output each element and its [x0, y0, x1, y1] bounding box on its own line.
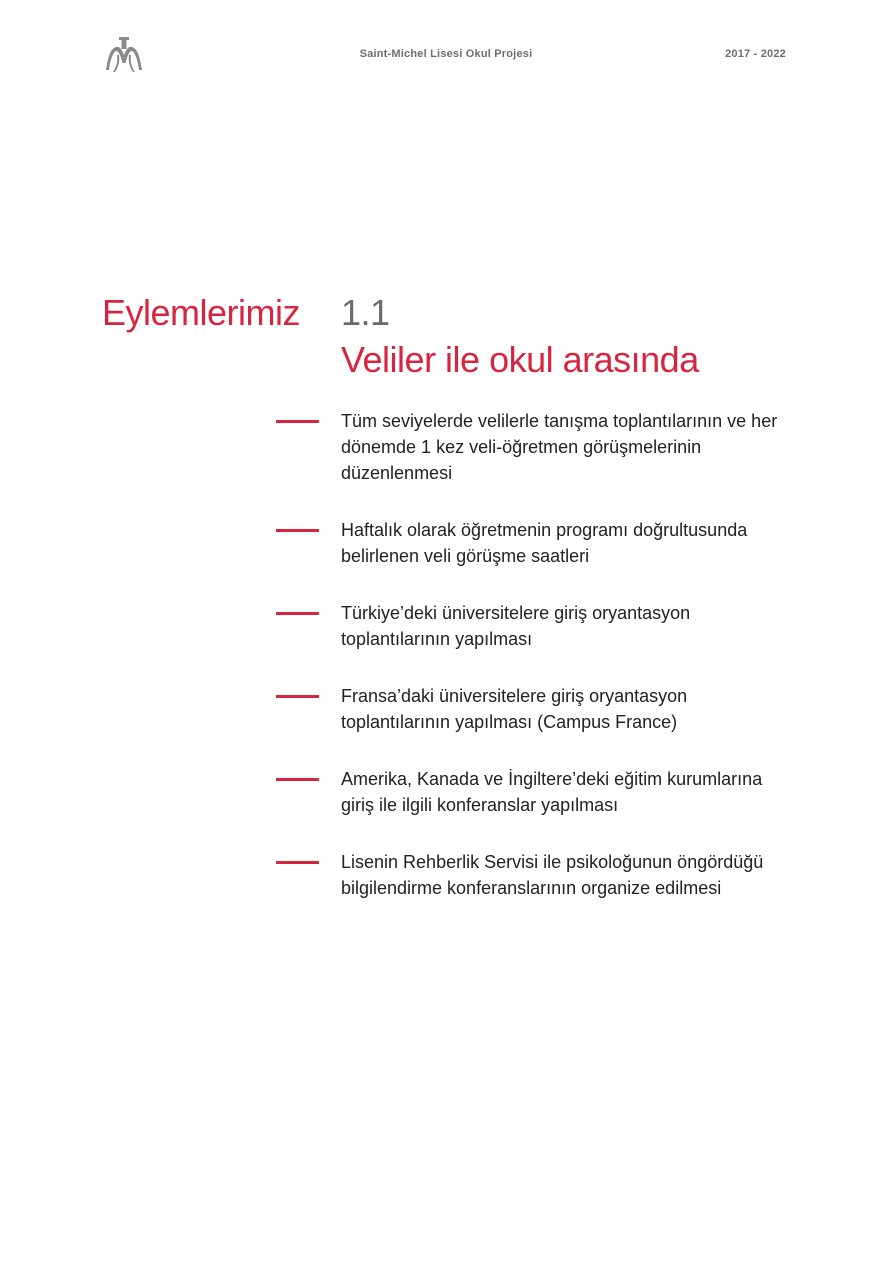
section-subtitle: Veliler ile okul arasında	[341, 339, 699, 380]
list-item	[276, 408, 796, 486]
red-dash-bullet-icon	[276, 612, 319, 615]
header-years: 2017 - 2022	[725, 48, 786, 60]
list-item	[276, 517, 796, 569]
list-item	[276, 600, 796, 652]
list-item-text: Lisenin Rehberlik Servisi ile psikoloğunun öngördüğü bilgilendirme konferanslarının organize edilmesi	[341, 852, 764, 898]
list-item-text: Haftalık olarak öğretmenin programı doğrultusunda belirlenen veli görüşme saatleri	[341, 520, 748, 566]
list-item-text: Türkiye’deki üniversitelere giriş oryantasyon toplantılarının yapılması	[341, 603, 691, 649]
list-item	[276, 849, 796, 901]
list-item-text: Tüm seviyelerde velilerle tanışma toplantılarının ve her dönemde 1 kez veli-öğretmen görüşmelerinin düzenlenmesi	[341, 411, 778, 483]
list-item	[276, 683, 796, 735]
list-item-text: Amerika, Kanada ve İngiltere’deki eğitim kurumlarına giriş ile ilgili konferanslar yapılması	[341, 769, 763, 815]
action-list	[276, 408, 796, 901]
red-dash-bullet-icon	[276, 778, 319, 781]
red-dash-bullet-icon	[276, 695, 319, 698]
red-dash-bullet-icon	[276, 420, 319, 423]
list-item-text: Fransa’daki üniversitelere giriş oryantasyon toplantılarının yapılması (Campus France)	[341, 686, 688, 732]
section-label: Eylemlerimiz	[102, 292, 301, 333]
header-title: Saint-Michel Lisesi Okul Projesi	[359, 48, 533, 60]
section-number: 1.1	[341, 292, 390, 333]
red-dash-bullet-icon	[276, 529, 319, 532]
red-dash-bullet-icon	[276, 861, 319, 864]
list-item	[276, 766, 796, 818]
